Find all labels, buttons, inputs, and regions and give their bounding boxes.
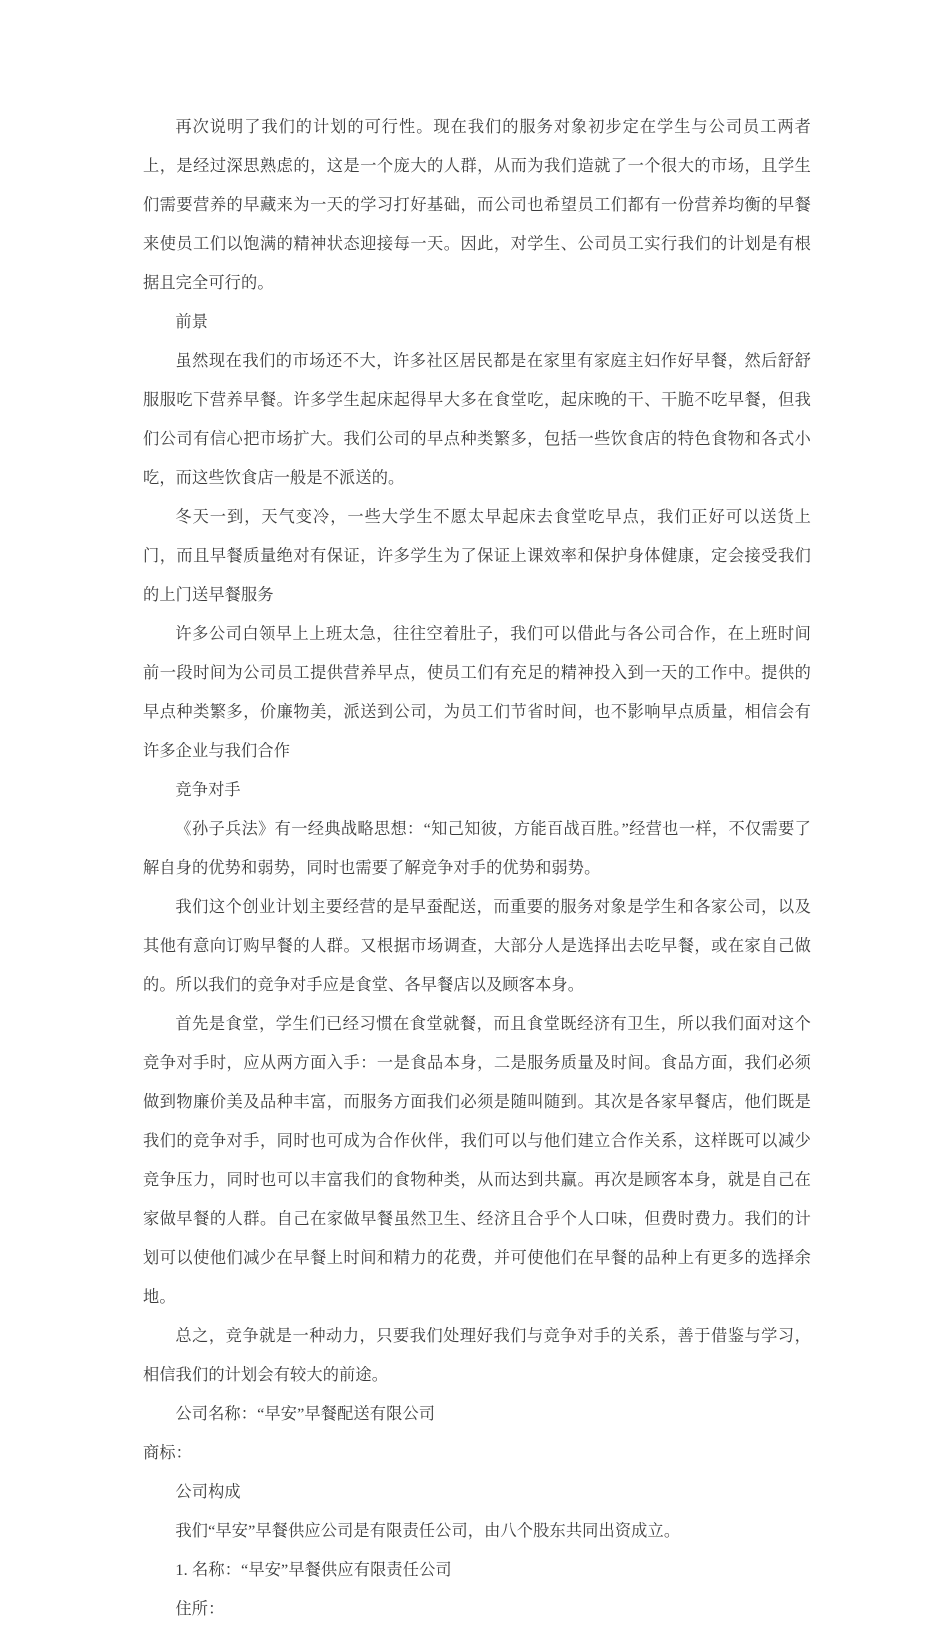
list-item-company-name: 1. 名称：“早安”早餐供应有限责任公司 <box>175 1561 452 1579</box>
trademark-label: 商标： <box>143 1444 193 1462</box>
paragraph-competitor-suntzu: 《孙子兵法》有一经典战略思想：“知己知彼，方能百战百胜。”经营也一样，不仅需要了解自身的优势和弱势，同时也需要了解竞争对手的优势和弱势。 <box>143 820 811 877</box>
company-name-line: 公司名称：“早安”早餐配送有限公司 <box>175 1405 436 1423</box>
paragraph-company-structure: 我们“早安”早餐供应公司是有限责任公司，由八个股东共同出资成立。 <box>175 1522 681 1540</box>
paragraph-competitor-analysis: 首先是食堂，学生们已经习惯在食堂就餐，而且食堂既经济有卫生，所以我们面对这个竞争对手时，应从两方面入手：一是食品本身，二是服务质量及时间。食品方面，我们必须做到物廉价美及品种丰富，而服务方面我们必须是随叫随到。其次是各家早餐店，他们既是我们的竞争对手，同时也可成为合作伙伴，我们可以与他们建立合作关系，这样既可以减少竞争压力，同时也可以丰富我们的食物种类，从而达到共赢。再次是顾客本身，就是自己在家做早餐的人群。自己在家做早餐虽然卫生、经济且合乎个人口味，但费时费力。我们的计划可以使他们减少在早餐上时间和精力的花费，并可使他们在早餐的品种上有更多的选择余地。 <box>143 1015 811 1306</box>
heading-prospect: 前景 <box>175 313 209 331</box>
paragraph-prospect-market: 虽然现在我们的市场还不大，许多社区居民都是在家里有家庭主妇作好早餐，然后舒舒服服吃下营养早餐。许多学生起床起得早大多在食堂吃，起床晚的干、干脆不吃早餐，但我们公司有信心把市场扩大。我们公司的早点种类繁多，包括一些饮食店的特色食物和各式小吃，而这些饮食店一般是不派送的。 <box>143 352 811 487</box>
paragraph-prospect-winter: 冬天一到，天气变冷，一些大学生不愿太早起床去食堂吃早点，我们正好可以送货上门，而且早餐质量绝对有保证，许多学生为了保证上课效率和保护身体健康，定会接受我们的上门送早餐服务 <box>143 508 811 604</box>
paragraph-competitor-conclusion: 总之，竞争就是一种动力，只要我们处理好我们与竞争对手的关系，善于借鉴与学习，相信我们的计划会有较大的前途。 <box>143 1327 811 1384</box>
address-label: 住所： <box>175 1600 225 1618</box>
document-text-column <box>143 108 811 1629</box>
heading-competitors: 竞争对手 <box>175 781 241 799</box>
paragraph-feasibility: 再次说明了我们的计划的可行性。现在我们的服务对象初步定在学生与公司员工两者上，是经过深思熟虑的，这是一个庞大的人群，从而为我们造就了一个很大的市场，且学生们需要营养的早藏来为一天的学习打好基础，而公司也希望员工们都有一份营养均衡的早餐来使员工们以饱满的精神状态迎接每一天。因此，对学生、公司员工实行我们的计划是有根据且完全可行的。 <box>143 118 811 292</box>
paragraph-prospect-whitecollar: 许多公司白领早上上班太急，往往空着肚子，我们可以借此与各公司合作，在上班时间前一段时间为公司员工提供营养早点，使员工们有充足的精神投入到一天的工作中。提供的早点种类繁多，价廉物美，派送到公司，为员工们节省时间，也不影响早点质量，相信会有许多企业与我们合作 <box>143 625 811 760</box>
heading-company-structure: 公司构成 <box>175 1483 241 1501</box>
paragraph-competitor-targets: 我们这个创业计划主要经营的是早蚕配送，而重要的服务对象是学生和各家公司，以及其他有意向订购早餐的人群。又根据市场调查，大部分人是选择出去吃早餐，或在家自己做的。所以我们的竞争对手应是食堂、各早餐店以及顾客本身。 <box>143 898 811 994</box>
